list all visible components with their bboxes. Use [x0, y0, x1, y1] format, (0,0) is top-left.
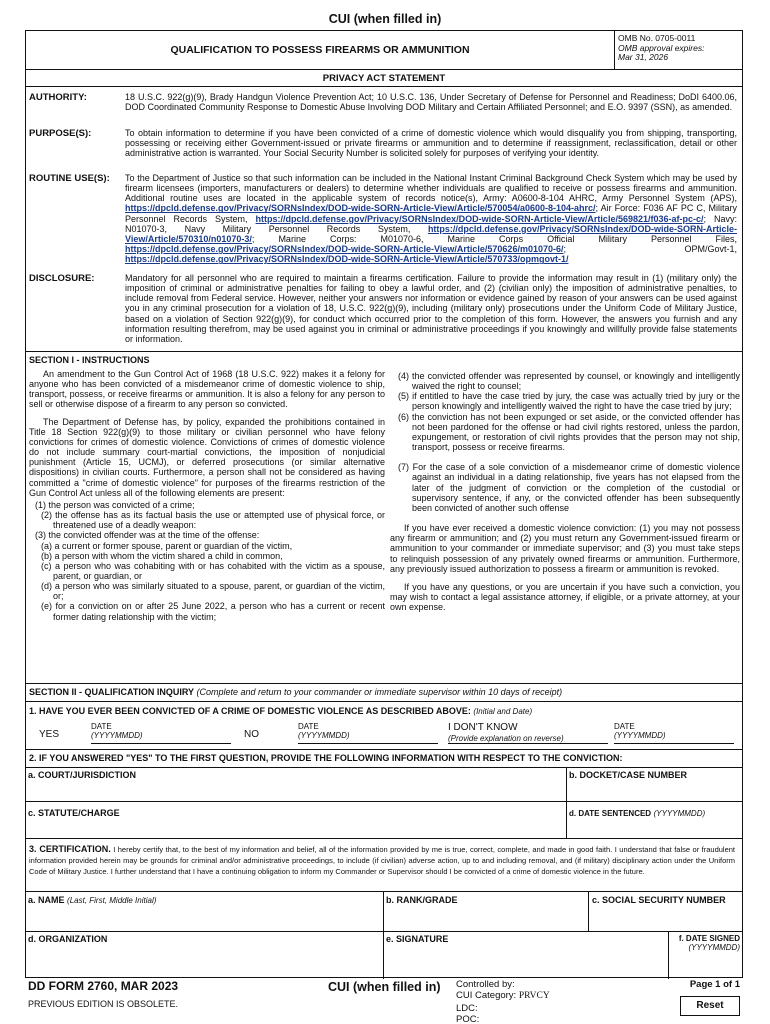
- divider: [26, 86, 742, 87]
- court-label: a. COURT/JURISDICTION: [28, 770, 137, 780]
- title-divider: [614, 31, 615, 69]
- instruction-paragraph: If you have any questions, or you are uncertain if you have such a conviction, you may wish to contact a legal assistance attorney, if eligible, or a private attorney, at your own expense.: [390, 581, 740, 613]
- element-item: (6) the conviction has not been expunged or set aside, or the convicted offender has not been pardoned for the offense or had civil rights restored, unless the pardon, expungement, or restoration of civil rights provides that the person may not ship, transport, possess or receive firearms.: [398, 411, 740, 453]
- routine-use-text: [125, 173, 737, 264]
- no-date-field[interactable]: [298, 722, 438, 744]
- certification-text: I hereby certify that, to the best of my information and belief, all of the information provided by me is true, correct, complete, and made in good faith. I understand that false or fraudulent information provided herein may be grounds for criminal and/or administrative proceedings, to include (if civilian) adverse action, up to and including removal, and (if military) disciplinary action under the Uniform Code of Military Justice. I further understand that I have a continuing obligation to inform my Commander or Supervisor should I be convicted of a crime of domestic violence in the future.: [29, 845, 736, 876]
- rank-label: b. RANK/GRADE: [386, 895, 458, 905]
- disclosure-text: Mandatory for all personnel who are required to maintain a firearms certification. Failure to provide the information may result in (1) (military only) the imposition of criminal or administrative penalties for failing to obey a lawful order, and (2) (civilian only) the imposition of administrative penalties, to include removal from Federal service. However, neither your answers nor information or evidence gained by reason of your answers can be used against you in any criminal prosecution for a violation of 18, U.S.C. 922(g)(9), including (military only) prosecutions under the Uniform Code of Military Justice, based on a violation of Section 922(g)(9), for conduct which occurred prior to the completion of this form. However, the answers you furnish and any information resulting therefrom, may be used against you in criminal or administrative proceedings if you knowingly and willfully provide false statements or information.: [125, 273, 737, 344]
- form-title: QUALIFICATION TO POSSESS FIREARMS OR AMMUNITION: [170, 44, 470, 56]
- cui-category: [456, 990, 550, 1002]
- section1-title: SECTION I - INSTRUCTIONS: [29, 355, 150, 365]
- date-sentenced-label: d. DATE SENTENCED: [569, 809, 652, 818]
- omb-block: [618, 34, 742, 63]
- element-item: (4) the convicted offender was represented by counsel, or knowingly and intelligently waived the right to counsel;: [398, 371, 740, 392]
- previous-edition-note: PREVIOUS EDITION IS OBSOLETE.: [28, 999, 179, 1009]
- date-label: DATE: [91, 722, 112, 731]
- instruction-paragraph: The Department of Defense has, by policy, expanded the prohibitions contained in Title 18 Section 922(g)(9) to those military or civilian personnel who have felony convictions for crimes of domestic violence. Convictions of crimes of domestic violence do not include summary court-martial convictions, the imposition of nonjudicial punishment (Article 15, UCMJ), or deferred prosecutions (or similar alternative dispositions) in civilian courts. Furthermore, a person shall not be considered as having committed a "crime of domestic violence" for purposes of the firearms restriction of the Gun Control Act unless all of the following elements are present:: [29, 416, 385, 498]
- controlled-by: Controlled by:: [456, 979, 515, 990]
- date-sentenced-format: (YYYYMMDD): [653, 809, 706, 818]
- authority-text: 18 U.S.C. 922(g)(9), Brady Handgun Violence Prevention Act; 10 U.S.C. 136, Under Secretary of Defense for Personnel and Readiness; DoDI 6400.06, DOD Coordinated Community Response to Domestic Abuse Involving DOD Military and Certain Affiliated Personnel; and E.O. 9397 (SSN), as amended.: [125, 92, 737, 113]
- element-subitem: (a) a current or former spouse, parent or guardian of the victim,: [41, 540, 293, 551]
- name-label: a. NAME: [28, 895, 65, 905]
- divider: [26, 351, 742, 352]
- sorn-link-marine-corps[interactable]: https://dpcld.defense.gov/Privacy/SORNsIndex/DOD-wide-SORN-Article-View/Article/570626/m01070-6/: [125, 244, 564, 255]
- element-subitem: (d) a person who was similarly situated to a spouse, parent, or guardian of the victim, or;: [41, 581, 385, 602]
- divider: [26, 683, 742, 684]
- form-frame: [25, 30, 743, 978]
- section2-title: SECTION II - QUALIFICATION INQUIRY: [29, 687, 194, 697]
- element-subitem: (e) for a conviction on or after 25 June 2022, a person who has a current or recent former dating relationship with the victim;: [41, 601, 385, 622]
- dont-know-date-field[interactable]: [614, 722, 734, 744]
- statute-charge-field[interactable]: [26, 801, 566, 838]
- no-label: NO: [244, 729, 259, 740]
- name-field[interactable]: [26, 891, 383, 931]
- instruction-paragraph: If you have ever received a domestic violence conviction: (1) you may not possess any firearm or ammunition; and (2) you must return any Government-issued firearm or ammunition to your commander or immediate supervisor; and (3) you must take steps to relinquish possession of any privately owned firearms or ammunition. Furthermore, any previously issued authorization to possess a firearm or ammunition is revoked.: [390, 523, 740, 574]
- omb-expires: Mar 31, 2026: [618, 52, 669, 63]
- dont-know-note: (Provide explanation on reverse): [448, 734, 564, 744]
- element-item: (3) the convicted offender was at the time of the offense:: [35, 530, 260, 541]
- date-signed-field[interactable]: [669, 931, 742, 979]
- element-item: (1) the person was convicted of a crime;: [35, 499, 195, 510]
- dont-know-field[interactable]: [448, 722, 608, 744]
- element-item: (5) if entitled to have the case tried by jury, the case was actually tried by jury or the person knowingly and intelligently waived the right to have the case tried by jury;: [398, 391, 740, 412]
- divider: [26, 701, 742, 702]
- section1-right-column: [390, 371, 740, 617]
- form-id: DD FORM 2760, MAR 2023: [28, 979, 179, 993]
- rank-grade-field[interactable]: [384, 891, 588, 931]
- statute-label: c. STATUTE/CHARGE: [28, 808, 120, 818]
- section1-left-column: [29, 369, 385, 622]
- signature-field[interactable]: [384, 931, 668, 979]
- date-sentenced-field[interactable]: [567, 801, 742, 838]
- date-label: DATE: [298, 722, 319, 731]
- footer-cui: CUI (when filled in): [328, 980, 441, 994]
- cui-header: CUI (when filled in): [328, 12, 442, 26]
- section2-title-row: [29, 687, 562, 697]
- page-number: Page 1 of 1: [689, 979, 740, 990]
- cui-category-value: PRVCY: [518, 991, 550, 1002]
- cui-designation-block: [456, 979, 550, 1024]
- date-format: (YYYYMMDD): [91, 731, 143, 741]
- routine-text-4: ; Marine Corps: M01070-6, Marine Corps Official Military Personnel Files,: [251, 233, 737, 244]
- routine-text-1: To the Department of Justice so that such information can be included in the National Instant Criminal Background Check System which may be used by firearm licensees (importers, manufacturers or dealers) to determine whether individuals are qualified to receive or possess firearms and ammunition. Additional routine uses are located in the applicable system of records notice(s), Army: A0600-8-104 AHRC, Army Personnel System (APS),: [125, 173, 737, 204]
- purpose-text: To obtain information to determine if you have been convicted of a crime of domestic violence which would disqualify you from shipping, transporting, possessing or receiving either Government-issued or private firearms or ammunition and to determine if reassignment, reclassification, detail or other administrative action is warranted. Your Social Security Number is solicited solely for purposes of verifying your identity.: [125, 128, 737, 159]
- q2-text: 2. IF YOU ANSWERED "YES" TO THE FIRST QUESTION, PROVIDE THE FOLLOWING INFORMATION WITH RESPECT TO THE CONVICTION:: [29, 753, 623, 763]
- date-label: DATE: [614, 722, 635, 731]
- cui-category-label: CUI Category:: [456, 990, 517, 1002]
- sorn-link-air-force[interactable]: https://dpcld.defense.gov/Privacy/SORNsIndex/DOD-wide-SORN-Article-View/Article/569821/f036-af-pc-c/: [255, 213, 704, 224]
- ldc: LDC:: [456, 1002, 478, 1014]
- omb-number: OMB No. 0705-0011: [618, 33, 696, 43]
- certification-label: 3. CERTIFICATION.: [29, 844, 111, 854]
- divider: [26, 838, 742, 839]
- ssn-field[interactable]: [589, 891, 742, 931]
- name-note: (Last, First, Middle Initial): [67, 896, 157, 905]
- signature-label: e. SIGNATURE: [386, 934, 449, 944]
- purpose-label: PURPOSE(S):: [29, 128, 92, 139]
- date-signed-label: f. DATE SIGNED: [678, 934, 740, 943]
- poc: POC:: [456, 1014, 480, 1024]
- authority-label: AUTHORITY:: [29, 92, 87, 103]
- element-subitem: (c) a person who was cohabiting with or has cohabited with the victim as a spouse, parent, or guardian, or: [41, 560, 385, 581]
- organization-label: d. ORGANIZATION: [28, 934, 108, 944]
- disclosure-label: DISCLOSURE:: [29, 273, 95, 284]
- q1-row: [29, 706, 532, 716]
- reset-button[interactable]: Reset: [680, 996, 740, 1016]
- omb-approval: OMB approval expires:: [618, 42, 705, 53]
- routine-text-2: ; Air Force: F036 AF PC C, Military Personnel Records System,: [125, 203, 737, 224]
- sorn-link-army[interactable]: https://dpcld.defense.gov/Privacy/SORNsIndex/DOD-wide-SORN-Article-View/Article/570054/a0600-8-104-ahrc/: [125, 203, 596, 214]
- yes-label: YES: [39, 729, 60, 740]
- privacy-act-title: PRIVACY ACT STATEMENT: [322, 73, 446, 84]
- routine-use-label: ROUTINE USE(S):: [29, 173, 110, 184]
- ssn-label: c. SOCIAL SECURITY NUMBER: [592, 895, 726, 905]
- docket-number-field[interactable]: [567, 767, 742, 801]
- docket-label: b. DOCKET/CASE NUMBER: [569, 770, 688, 780]
- date-format: (YYYYMMDD): [298, 731, 350, 741]
- q1-text: 1. HAVE YOU EVER BEEN CONVICTED OF A CRIME OF DOMESTIC VIOLENCE AS DESCRIBED ABOVE:: [29, 706, 471, 716]
- sorn-link-navy[interactable]: https://dpcld.defense.gov/Privacy/SORNsIndex/DOD-wide-SORN-Article-View/Article/570310/n01070-3/: [125, 223, 737, 244]
- routine-text-5: ; OPM/Govt-1,: [563, 244, 737, 255]
- routine-text-3: ; Navy: N01070-3, Navy Military Personnel Records System,: [125, 213, 737, 234]
- element-subitem: (b) a person with whom the victim shared a child in common,: [41, 550, 283, 561]
- organization-field[interactable]: [26, 931, 383, 979]
- court-jurisdiction-field[interactable]: [26, 767, 566, 801]
- element-item: (7) For the case of a sole conviction of a misdemeanor crime of domestic violence against an individual in a dating relationship, five years has not elapsed from the later of the judgment of conviction or the completion of the custodial or supervisory sentence, if any, or the convicted offender has been subsequently been convicted of another such offense: [398, 462, 740, 513]
- sorn-link-opm[interactable]: https://dpcld.defense.gov/Privacy/SORNsIndex/DOD-wide-SORN-Article-View/Article/570733/opmgovt-1/: [125, 254, 569, 265]
- section2-note: (Complete and return to your commander or immediate supervisor within 10 days of receipt): [196, 687, 563, 697]
- instruction-paragraph: An amendment to the Gun Control Act of 1968 (18 U.S.C. 922) makes it a felony for anyone who has been convicted of a misdemeanor crime of domestic violence to ship, transport, possess, or receive firearms or ammunition. It is also a felony for any person to sell or otherwise dispose of a firearm to any person so convicted.: [29, 369, 385, 410]
- certification-block: [29, 843, 735, 878]
- divider: [26, 749, 742, 750]
- date-signed-format: (YYYYMMDD): [688, 943, 740, 953]
- element-item: (2) the offense has as its factual basis the use or attempted use of physical force, or threatened use of a deadly weapon:: [41, 510, 385, 531]
- dont-know-label: I DON'T KNOW: [448, 722, 518, 733]
- divider: [26, 69, 742, 70]
- date-format: (YYYYMMDD): [614, 731, 666, 741]
- yes-date-field[interactable]: [91, 722, 231, 744]
- q1-note: (Initial and Date): [473, 707, 533, 716]
